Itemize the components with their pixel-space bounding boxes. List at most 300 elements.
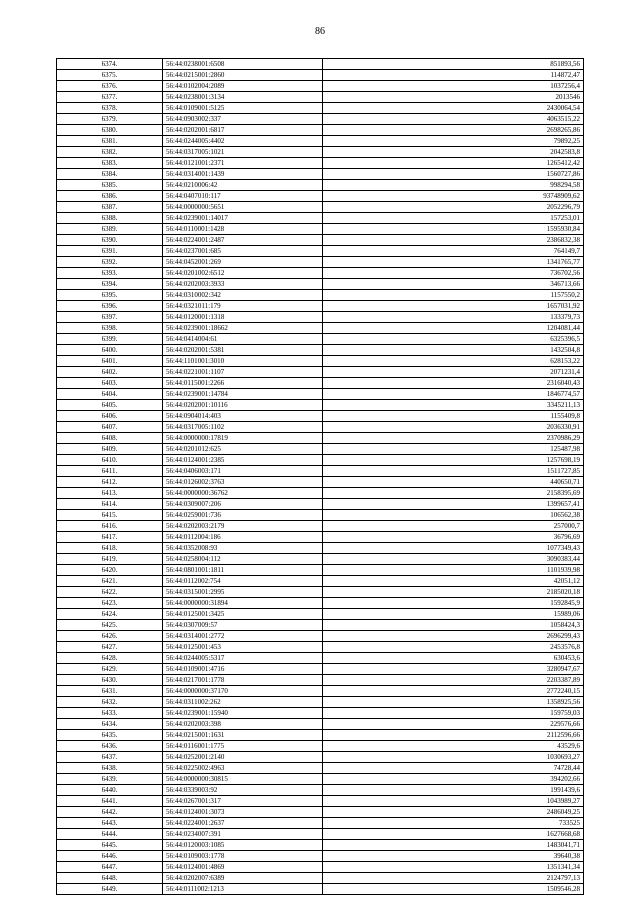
table-row <box>57 477 584 488</box>
cadastral-number-cell: 56:44:0202001:6817 <box>163 125 323 136</box>
row-number-cell: 6419. <box>57 554 163 565</box>
row-number-cell: 6435. <box>57 730 163 741</box>
value-cell: 1101939,98 <box>323 565 584 576</box>
cadastral-number-cell: 56:44:0000000:37170 <box>163 686 323 697</box>
cadastral-number-cell: 56:44:0407010:117 <box>163 191 323 202</box>
value-cell: 2071231,4 <box>323 367 584 378</box>
row-number-cell: 6436. <box>57 741 163 752</box>
row-number-cell: 6447. <box>57 862 163 873</box>
cadastral-number-cell: 56:44:0238001:6508 <box>163 59 323 70</box>
table-row <box>57 301 584 312</box>
table-row <box>57 466 584 477</box>
row-number-cell: 6445. <box>57 840 163 851</box>
row-number-cell: 6384. <box>57 169 163 180</box>
row-number-cell: 6390. <box>57 235 163 246</box>
value-cell: 2696299,43 <box>323 631 584 642</box>
cadastral-number-cell: 56:44:0452001:269 <box>163 257 323 268</box>
table-row <box>57 246 584 257</box>
cadastral-number-cell: 56:44:0321011:179 <box>163 301 323 312</box>
table-row <box>57 785 584 796</box>
row-number-cell: 6418. <box>57 543 163 554</box>
cadastral-number-cell: 56:44:0314001:2772 <box>163 631 323 642</box>
table-row <box>57 576 584 587</box>
value-cell: 6325396,5 <box>323 334 584 345</box>
row-number-cell: 6434. <box>57 719 163 730</box>
row-number-cell: 6397. <box>57 312 163 323</box>
cadastral-number-cell: 56:44:0109001:5125 <box>163 103 323 114</box>
cadastral-number-cell: 56:44:0202001:10116 <box>163 400 323 411</box>
value-cell: 2203387,89 <box>323 675 584 686</box>
table-row <box>57 378 584 389</box>
cadastral-number-cell: 56:44:0112002:754 <box>163 576 323 587</box>
table-row <box>57 598 584 609</box>
cadastral-number-cell: 56:44:0339003:92 <box>163 785 323 796</box>
table-body <box>57 59 584 895</box>
table-row <box>57 873 584 884</box>
table-row <box>57 862 584 873</box>
row-number-cell: 6388. <box>57 213 163 224</box>
cadastral-number-cell: 56:44:0120001:1318 <box>163 312 323 323</box>
table-row <box>57 840 584 851</box>
table-row <box>57 532 584 543</box>
row-number-cell: 6432. <box>57 697 163 708</box>
value-cell: 2052296,79 <box>323 202 584 213</box>
value-cell: 2430064,54 <box>323 103 584 114</box>
value-cell: 346713,66 <box>323 279 584 290</box>
row-number-cell: 6392. <box>57 257 163 268</box>
row-number-cell: 6448. <box>57 873 163 884</box>
row-number-cell: 6382. <box>57 147 163 158</box>
table-row <box>57 59 584 70</box>
row-number-cell: 6412. <box>57 477 163 488</box>
value-cell: 1595930,84 <box>323 224 584 235</box>
row-number-cell: 6420. <box>57 565 163 576</box>
table-row <box>57 158 584 169</box>
value-cell: 2370986,29 <box>323 433 584 444</box>
cadastral-number-cell: 56:44:0210006:42 <box>163 180 323 191</box>
row-number-cell: 6376. <box>57 81 163 92</box>
value-cell: 1030693,27 <box>323 752 584 763</box>
value-cell: 1432504,8 <box>323 345 584 356</box>
table-row <box>57 290 584 301</box>
cadastral-number-cell: 56:44:0000000:30815 <box>163 774 323 785</box>
cadastral-number-cell: 56:44:0267001:317 <box>163 796 323 807</box>
table-row <box>57 543 584 554</box>
value-cell: 1846774,57 <box>323 389 584 400</box>
cadastral-number-cell: 56:44:0125001:453 <box>163 642 323 653</box>
value-cell: 1627668,68 <box>323 829 584 840</box>
row-number-cell: 6405. <box>57 400 163 411</box>
table-row <box>57 334 584 345</box>
value-cell: 2185020,18 <box>323 587 584 598</box>
row-number-cell: 6422. <box>57 587 163 598</box>
value-cell: 3280947,67 <box>323 664 584 675</box>
cadastral-number-cell: 56:44:0215001:1631 <box>163 730 323 741</box>
cadastral-number-cell: 56:44:0225002:4963 <box>163 763 323 774</box>
value-cell: 1592845,9 <box>323 598 584 609</box>
table-row <box>57 257 584 268</box>
cadastral-number-cell: 56:44:0310002:342 <box>163 290 323 301</box>
row-number-cell: 6379. <box>57 114 163 125</box>
table-row <box>57 433 584 444</box>
cadastral-number-cell: 56:44:0239001:18662 <box>163 323 323 334</box>
cadastral-number-cell: 56:44:0314001:1439 <box>163 169 323 180</box>
cadastral-number-cell: 56:44:0125001:3425 <box>163 609 323 620</box>
cadastral-number-cell: 56:44:0120003:1085 <box>163 840 323 851</box>
cadastral-number-cell: 56:44:0124001:2385 <box>163 455 323 466</box>
cadastral-number-cell: 56:44:0217001:1778 <box>163 675 323 686</box>
value-cell: 114872,47 <box>323 70 584 81</box>
row-number-cell: 6378. <box>57 103 163 114</box>
row-number-cell: 6386. <box>57 191 163 202</box>
table-row <box>57 697 584 708</box>
value-cell: 229576,66 <box>323 719 584 730</box>
value-cell: 15989,06 <box>323 609 584 620</box>
row-number-cell: 6444. <box>57 829 163 840</box>
value-cell: 4063515,22 <box>323 114 584 125</box>
value-cell: 2453576,8 <box>323 642 584 653</box>
cadastral-number-cell: 56:44:0201002:6512 <box>163 268 323 279</box>
row-number-cell: 6443. <box>57 818 163 829</box>
cadastral-number-cell: 56:44:0126002:3763 <box>163 477 323 488</box>
table-row <box>57 796 584 807</box>
row-number-cell: 6383. <box>57 158 163 169</box>
cadastral-number-cell: 56:44:0202003:398 <box>163 719 323 730</box>
cadastral-number-cell: 56:44:0259001:736 <box>163 510 323 521</box>
table-row <box>57 169 584 180</box>
value-cell: 1991439,6 <box>323 785 584 796</box>
table-row <box>57 829 584 840</box>
value-cell: 1511727,85 <box>323 466 584 477</box>
row-number-cell: 6385. <box>57 180 163 191</box>
table-row <box>57 763 584 774</box>
cadastral-number-cell: 56:44:0244005:5317 <box>163 653 323 664</box>
registry-table <box>56 58 584 895</box>
value-cell: 998294,58 <box>323 180 584 191</box>
cadastral-number-cell: 56:44:0239001:14017 <box>163 213 323 224</box>
row-number-cell: 6430. <box>57 675 163 686</box>
cadastral-number-cell: 56:44:0112004:186 <box>163 532 323 543</box>
value-cell: 1341765,77 <box>323 257 584 268</box>
row-number-cell: 6402. <box>57 367 163 378</box>
table-row <box>57 620 584 631</box>
row-number-cell: 6415. <box>57 510 163 521</box>
row-number-cell: 6377. <box>57 92 163 103</box>
cadastral-number-cell: 56:44:0000000:5651 <box>163 202 323 213</box>
cadastral-number-cell: 56:44:0121001:2371 <box>163 158 323 169</box>
cadastral-number-cell: 56:44:0202003:3933 <box>163 279 323 290</box>
cadastral-number-cell: 56:44:0202001:5381 <box>163 345 323 356</box>
value-cell: 2124797,13 <box>323 873 584 884</box>
table-row <box>57 818 584 829</box>
value-cell: 79892,25 <box>323 136 584 147</box>
table-row <box>57 521 584 532</box>
table-row <box>57 312 584 323</box>
table-row <box>57 664 584 675</box>
cadastral-number-cell: 56:44:0307009:57 <box>163 620 323 631</box>
value-cell: 43529,6 <box>323 741 584 752</box>
table-row <box>57 213 584 224</box>
table-row <box>57 741 584 752</box>
row-number-cell: 6395. <box>57 290 163 301</box>
cadastral-number-cell: 56:44:0116001:1775 <box>163 741 323 752</box>
row-number-cell: 6374. <box>57 59 163 70</box>
row-number-cell: 6437. <box>57 752 163 763</box>
value-cell: 3345211,13 <box>323 400 584 411</box>
value-cell: 1155409,8 <box>323 411 584 422</box>
value-cell: 257000,7 <box>323 521 584 532</box>
row-number-cell: 6394. <box>57 279 163 290</box>
value-cell: 2042583,8 <box>323 147 584 158</box>
row-number-cell: 6441. <box>57 796 163 807</box>
table-row <box>57 609 584 620</box>
value-cell: 133379,73 <box>323 312 584 323</box>
value-cell: 2772240,15 <box>323 686 584 697</box>
table-row <box>57 400 584 411</box>
value-cell: 1204081,44 <box>323 323 584 334</box>
row-number-cell: 6439. <box>57 774 163 785</box>
value-cell: 1077349,43 <box>323 543 584 554</box>
value-cell: 1483041,71 <box>323 840 584 851</box>
row-number-cell: 6438. <box>57 763 163 774</box>
row-number-cell: 6433. <box>57 708 163 719</box>
value-cell: 1257698,19 <box>323 455 584 466</box>
row-number-cell: 6416. <box>57 521 163 532</box>
table-row <box>57 675 584 686</box>
table-row <box>57 235 584 246</box>
table-row <box>57 180 584 191</box>
row-number-cell: 6403. <box>57 378 163 389</box>
table-row <box>57 730 584 741</box>
value-cell: 42051,12 <box>323 576 584 587</box>
value-cell: 36796,69 <box>323 532 584 543</box>
table-row <box>57 708 584 719</box>
table-row <box>57 752 584 763</box>
value-cell: 159759,03 <box>323 708 584 719</box>
value-cell: 394202,66 <box>323 774 584 785</box>
row-number-cell: 6407. <box>57 422 163 433</box>
row-number-cell: 6413. <box>57 488 163 499</box>
cadastral-number-cell: 56:44:0111002:1213 <box>163 884 323 895</box>
table-row <box>57 367 584 378</box>
row-number-cell: 6401. <box>57 356 163 367</box>
table-row <box>57 389 584 400</box>
row-number-cell: 6428. <box>57 653 163 664</box>
cadastral-number-cell: 56:44:0201012:625 <box>163 444 323 455</box>
table-row <box>57 356 584 367</box>
value-cell: 2316040,43 <box>323 378 584 389</box>
value-cell: 1037256,4 <box>323 81 584 92</box>
row-number-cell: 6421. <box>57 576 163 587</box>
cadastral-number-cell: 56:44:0315001:2995 <box>163 587 323 598</box>
table-row <box>57 125 584 136</box>
value-cell: 1351341,34 <box>323 862 584 873</box>
table-row <box>57 653 584 664</box>
value-cell: 2112596,66 <box>323 730 584 741</box>
value-cell: 851893,56 <box>323 59 584 70</box>
value-cell: 2158395,69 <box>323 488 584 499</box>
cadastral-number-cell: 56:44:0414004:61 <box>163 334 323 345</box>
value-cell: 1043989,27 <box>323 796 584 807</box>
cadastral-number-cell: 56:44:0239001:14784 <box>163 389 323 400</box>
value-cell: 764149,7 <box>323 246 584 257</box>
row-number-cell: 6449. <box>57 884 163 895</box>
value-cell: 733525 <box>323 818 584 829</box>
cadastral-number-cell: 56:44:0202003:2179 <box>163 521 323 532</box>
row-number-cell: 6411. <box>57 466 163 477</box>
table-row <box>57 323 584 334</box>
table-row <box>57 510 584 521</box>
value-cell: 1560727,86 <box>323 169 584 180</box>
page-number: 86 <box>315 26 325 37</box>
cadastral-number-cell: 56:44:0234007:391 <box>163 829 323 840</box>
table-row <box>57 279 584 290</box>
value-cell: 106562,38 <box>323 510 584 521</box>
cadastral-number-cell: 56:44:0904014:403 <box>163 411 323 422</box>
cadastral-number-cell: 56:44:0221001:1107 <box>163 367 323 378</box>
table-row <box>57 202 584 213</box>
table-row <box>57 103 584 114</box>
table-row <box>57 631 584 642</box>
value-cell: 440650,71 <box>323 477 584 488</box>
row-number-cell: 6410. <box>57 455 163 466</box>
row-number-cell: 6408. <box>57 433 163 444</box>
row-number-cell: 6425. <box>57 620 163 631</box>
table-row <box>57 488 584 499</box>
row-number-cell: 6389. <box>57 224 163 235</box>
row-number-cell: 6442. <box>57 807 163 818</box>
row-number-cell: 6391. <box>57 246 163 257</box>
row-number-cell: 6446. <box>57 851 163 862</box>
value-cell: 2013546 <box>323 92 584 103</box>
cadastral-number-cell: 56:44:0109001:4716 <box>163 664 323 675</box>
table-row <box>57 719 584 730</box>
table-row <box>57 807 584 818</box>
value-cell: 74728,44 <box>323 763 584 774</box>
value-cell: 736702,56 <box>323 268 584 279</box>
value-cell: 3090383,44 <box>323 554 584 565</box>
row-number-cell: 6396. <box>57 301 163 312</box>
table-row <box>57 642 584 653</box>
table-row <box>57 774 584 785</box>
cadastral-number-cell: 56:44:0252001:2140 <box>163 752 323 763</box>
cadastral-number-cell: 56:44:0124001:4869 <box>163 862 323 873</box>
row-number-cell: 6440. <box>57 785 163 796</box>
table-row <box>57 565 584 576</box>
value-cell: 2036330,91 <box>323 422 584 433</box>
row-number-cell: 6426. <box>57 631 163 642</box>
table-row <box>57 422 584 433</box>
row-number-cell: 6406. <box>57 411 163 422</box>
cadastral-number-cell: 56:44:0903002:337 <box>163 114 323 125</box>
row-number-cell: 6393. <box>57 268 163 279</box>
row-number-cell: 6399. <box>57 334 163 345</box>
cadastral-number-cell: 56:44:0000000:17819 <box>163 433 323 444</box>
table-row <box>57 147 584 158</box>
row-number-cell: 6381. <box>57 136 163 147</box>
cadastral-number-cell: 56:44:0352008:93 <box>163 543 323 554</box>
value-cell: 1157550,2 <box>323 290 584 301</box>
value-cell: 2698265,86 <box>323 125 584 136</box>
row-number-cell: 6398. <box>57 323 163 334</box>
row-number-cell: 6423. <box>57 598 163 609</box>
table-row <box>57 455 584 466</box>
row-number-cell: 6387. <box>57 202 163 213</box>
table-row <box>57 554 584 565</box>
cadastral-number-cell: 56:44:0317005:1102 <box>163 422 323 433</box>
cadastral-number-cell: 56:44:0244005:4402 <box>163 136 323 147</box>
cadastral-number-cell: 56:44:0309007:206 <box>163 499 323 510</box>
value-cell: 630453,6 <box>323 653 584 664</box>
cadastral-number-cell: 56:44:0215001:2860 <box>163 70 323 81</box>
value-cell: 2386832,38 <box>323 235 584 246</box>
cadastral-number-cell: 56:44:1101001:3010 <box>163 356 323 367</box>
table-row <box>57 411 584 422</box>
row-number-cell: 6429. <box>57 664 163 675</box>
row-number-cell: 6431. <box>57 686 163 697</box>
cadastral-number-cell: 56:44:0258004:112 <box>163 554 323 565</box>
cadastral-number-cell: 56:44:0237001:685 <box>163 246 323 257</box>
cadastral-number-cell: 56:44:0202007:6389 <box>163 873 323 884</box>
cadastral-number-cell: 56:44:0406003:171 <box>163 466 323 477</box>
table-row <box>57 92 584 103</box>
value-cell: 1399657,41 <box>323 499 584 510</box>
row-number-cell: 6427. <box>57 642 163 653</box>
row-number-cell: 6404. <box>57 389 163 400</box>
row-number-cell: 6375. <box>57 70 163 81</box>
table-row <box>57 587 584 598</box>
table-row <box>57 136 584 147</box>
table-row <box>57 345 584 356</box>
table-row <box>57 224 584 235</box>
table-row <box>57 268 584 279</box>
table-row <box>57 499 584 510</box>
value-cell: 1058424,3 <box>323 620 584 631</box>
table-row <box>57 686 584 697</box>
value-cell: 125487,98 <box>323 444 584 455</box>
cadastral-number-cell: 56:44:0110001:1428 <box>163 224 323 235</box>
table-row <box>57 81 584 92</box>
value-cell: 39640,38 <box>323 851 584 862</box>
cadastral-number-cell: 56:44:0801001:1811 <box>163 565 323 576</box>
table-row <box>57 114 584 125</box>
row-number-cell: 6409. <box>57 444 163 455</box>
value-cell: 628153,22 <box>323 356 584 367</box>
table-row <box>57 444 584 455</box>
table-row <box>57 884 584 895</box>
table-row <box>57 191 584 202</box>
cadastral-number-cell: 56:44:0224001:2487 <box>163 235 323 246</box>
cadastral-number-cell: 56:44:0000000:36762 <box>163 488 323 499</box>
cadastral-number-cell: 56:44:0115001:2266 <box>163 378 323 389</box>
row-number-cell: 6417. <box>57 532 163 543</box>
value-cell: 1657031,92 <box>323 301 584 312</box>
value-cell: 1509546,28 <box>323 884 584 895</box>
cadastral-number-cell: 56:44:0317005:1021 <box>163 147 323 158</box>
row-number-cell: 6380. <box>57 125 163 136</box>
cadastral-number-cell: 56:44:0311002:262 <box>163 697 323 708</box>
cadastral-number-cell: 56:44:0224001:2637 <box>163 818 323 829</box>
table-row <box>57 70 584 81</box>
value-cell: 1265412,42 <box>323 158 584 169</box>
cadastral-number-cell: 56:44:0109003:1778 <box>163 851 323 862</box>
value-cell: 93748909,62 <box>323 191 584 202</box>
cadastral-number-cell: 56:44:0124001:3073 <box>163 807 323 818</box>
cadastral-number-cell: 56:44:0239001:15940 <box>163 708 323 719</box>
table-row <box>57 851 584 862</box>
row-number-cell: 6414. <box>57 499 163 510</box>
row-number-cell: 6400. <box>57 345 163 356</box>
